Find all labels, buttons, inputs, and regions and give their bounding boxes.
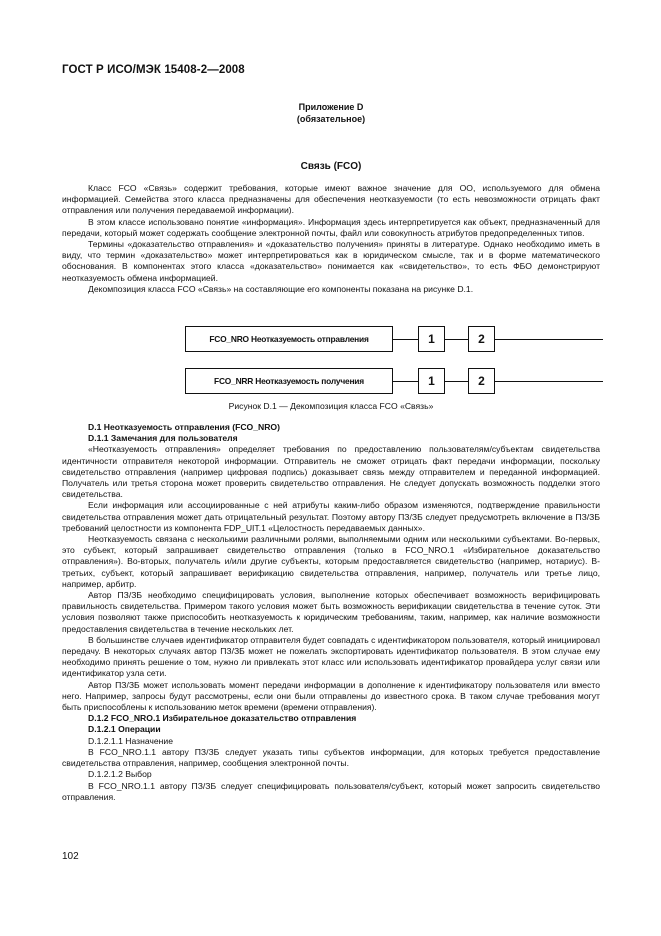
annex-title: Приложение D: [298, 102, 364, 112]
section-title: Связь (FCO): [300, 161, 362, 172]
figure-row-nrr: [185, 368, 495, 396]
figure-row-nro: [185, 326, 495, 354]
component-box-1: 1: [418, 368, 445, 394]
paragraph: Если информация или ассоциированные с ней атрибуты каким-либо образом изменяются, подтверждение правильности свидетельства отправления может дать отрицательный результат. Поэтому автору ПЗ/ЗБ следует предусмотреть включение в ПЗ/ЗБ требований целостности из компонента FDP_UIT.1 «Целостность передаваемых данных».: [62, 500, 600, 533]
paragraph: Неотказуемость связана с несколькими различными ролями, выполняемыми одним или несколькими субъектами. Во-первых, это субъект, который запрашивает свидетельство отправления (только в FCO_NRO.1 «Избирательное доказательство отправления»). Во-вторых, получатель и/или другие субъекты, которым предоставляется свидетельство (например, нотариус). В-третьих, субъект, который запрашивает верификацию свидетельства отправления, например, получатель или третье лицо, например, арбитр.: [62, 534, 600, 589]
component-box-2: 2: [468, 326, 495, 352]
item-heading: D.1.2.1.1 Назначение: [88, 735, 174, 746]
paragraph: Автор ПЗ/ЗБ может использовать момент передачи информации в дополнение к идентификатору пользователя или вместо него. Например, запросы будут рассмотрены, если они были отправлены до известного срока. В таком случае требования могут быть приспособлены к использованию меток времени (времени отправления).: [62, 679, 600, 713]
paragraph: В FCO_NRO.1.1 автору ПЗ/ЗБ следует указать типы субъектов информации, для которых требуется предоставление свидетельства отправления, например, сообщения электронной почты.: [62, 746, 600, 769]
subsection-heading: D.1 Неотказуемость отправления (FCO_NRO): [88, 422, 280, 432]
paragraph: «Неотказуемость отправления» определяет требования по предоставлению пользователям/субъектам свидетельства идентичности отправителя некоторой информации. Отправитель не сможет отрицать факт передачи информации, поскольку свидетельство отправления (например цифровая подпись) доказывает связь между отправителем и переданной информацией. Получатель или третья сторона может проверить свидетельство отправления. Не следует допускать возможность подделки этого свидетельства.: [62, 444, 600, 500]
annex-status: (обязательное): [296, 114, 366, 124]
component-box-2: 2: [468, 368, 495, 394]
paragraph: Термины «доказательство отправления» и «доказательство получения» приняты в литературе. Однако необходимо иметь в виду, что термин «доказательство» может интерпретироваться как в юридическом смысле, так и в форме математического обоснования. В компонентах этого класса «доказательство» понимается как «свидетельство», то есть ФБО демонстрируют неотказуемость обмена информацией.: [62, 239, 600, 283]
subsection-heading: D.1.1 Замечания для пользователя: [88, 433, 238, 444]
figure-caption: Рисунок D.1 — Декомпозиция класса FCO «Связь»: [228, 401, 434, 411]
main-text: [62, 422, 600, 803]
page-number: 102: [62, 851, 79, 862]
paragraph: Класс FCO «Связь» содержит требования, которые имеют важное значение для ОО, используемого для обмена информацией. Семейства этого класса предназначены для обеспечения неотказуемости (то есть невозможности отрицать факт отправления или получения передаваемой информации).: [62, 183, 600, 216]
paragraph: В FCO_NRO.1.1 автору ПЗ/ЗБ следует специфицировать пользователя/субъект, который может запросить свидетельство отправления.: [62, 780, 600, 802]
intro-text: [62, 183, 600, 295]
family-box: FCO_NRO Неотказуемость отправления: [185, 326, 393, 352]
family-box: FCO_NRR Неотказуемость получения: [185, 368, 393, 394]
item-heading: D.1.2.1.2 Выбор: [88, 769, 152, 780]
standard-header: ГОСТ Р ИСО/МЭК 15408-2—2008: [62, 64, 245, 76]
paragraph: Декомпозиция класса FCO «Связь» на составляющие его компоненты показана на рисунке D.1.: [88, 283, 474, 294]
subsection-heading: D.1.2.1 Операции: [88, 724, 161, 735]
paragraph: В большинстве случаев идентификатор отправителя будет совпадать с идентификатором пользователя, который инициировал передачу. В некоторых случаях автор ПЗ/ЗБ может не пожелать экспортировать идентификатор пользователя. В этом случае ему необходимо принять решение о том, нужно ли привлекать этот класс или использовать идентификатор провайдера услуг связи или идентификатор узла сети.: [62, 634, 600, 679]
subsection-heading: D.1.2 FCO_NRO.1 Избирательное доказательство отправления: [88, 713, 357, 724]
paragraph: В этом классе использовано понятие «информация». Информация здесь интерпретируется как объект, предназначенный для передачи, который может содержать сообщение электронной почты, файл или совокупность атрибутов предопределенных типов.: [62, 216, 600, 238]
annex-heading: [62, 101, 600, 125]
paragraph: Автор ПЗ/ЗБ необходимо специфицировать условия, выполнение которых обеспечивает возможность верифицировать правильность свидетельства. Примером такого условия может быть возможность верификации свидетельства в течение суток. Эти условия позволяют также приспособить неотказуемость к юридическим требованиям, таким, например, как наличие возможности предоставления свидетельства в течение нескольких лет.: [62, 590, 600, 634]
component-box-1: 1: [418, 326, 445, 352]
